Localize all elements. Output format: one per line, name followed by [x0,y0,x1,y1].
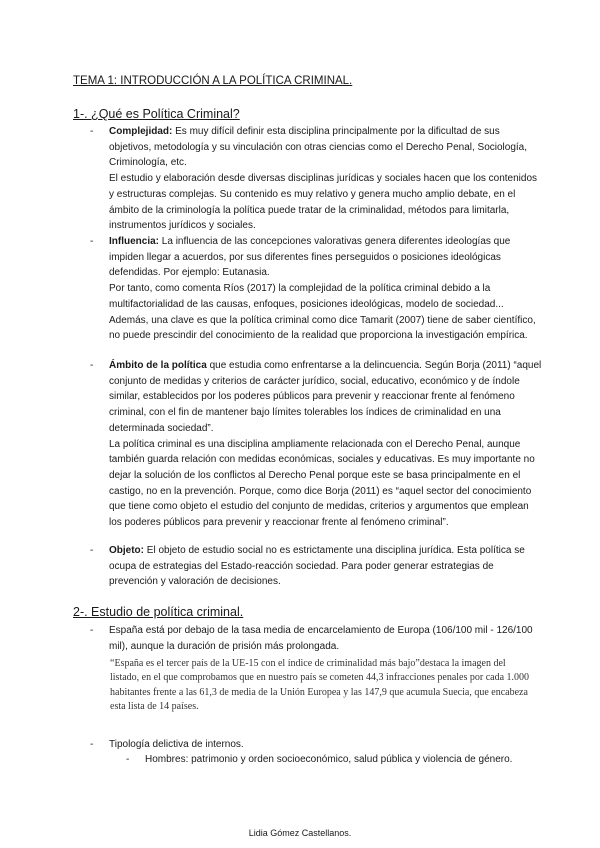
footer-author: Lidia Gómez Castellanos. [248,828,352,838]
bullet-dash: - [126,754,130,765]
quote-block: “España es el tercer país de la UE-15 con el índice de criminalidad más bajo”destaca la imagen del listado, en el que comprobamos que en nuestro país se cometen 44,3 infracciones penales por cada 1.000 habitantes frente a las 61,3 de media de la Unión Europea y las 147,9 que acumula Suecia, que encabeza esta lista de 14 países. [110,658,530,713]
item-text: Hombres: patrimonio y orden socioeconómico, salud pública y violencia de género. [145,754,513,765]
list-item-influencia [92,234,542,344]
item-label: Ámbito de la política [109,360,207,371]
item-extra: Por tanto, como comenta Ríos (2017) la complejidad de la política criminal debido a la multifactorialidad de las causas, enfoques, posiciones ideológicas, modelo de sociedad... Además, una clave es que la política criminal como dice Tamarit (2007) tiene de saber científico, no puede prescindir del conocimiento de la realidad que proporciona la investigación empírica. [109,283,536,342]
item-text: La influencia de las concepciones valorativas genera diferentes ideologías que impiden llegar a acuerdos, por sus diferentes fines perseguidos o posiciones ideológicas defendidas. Por ejemplo: Eutanasia. [109,236,511,279]
item-label: Influencia: [109,236,160,247]
item-extra: El estudio y elaboración desde diversas disciplinas jurídicas y sociales hacen que los contenidos y estructuras complejas. Su contenido es muy relativo y genera mucho amplio debate, en el ámbito de la criminología la política puede tratar de la criminalidad, métodos para limitarla, instrumentos jurídicos y sociales. [109,173,538,232]
section-1-heading: 1-. ¿Qué es Política Criminal? [73,107,240,121]
list-item-tipologia [92,737,542,753]
bullet-dash: - [90,625,94,636]
list-item-ambito [92,358,542,531]
item-text: Es muy difícil definir esta disciplina principalmente por la dificultad de sus objetivos, metodología y su vinculación con otras ciencias como el Derecho Penal, Sociología, Criminología, etc. [109,126,528,169]
sub-list-item-hombres [128,752,548,768]
item-label: Complejidad: [109,126,173,137]
item-text: que estudia como enfrentarse a la delincuencia. Según Borja (2011) “aquel conjunto de medidas y criterios de carácter jurídico, social, educativo, económico y de índole similar, establecidos por los poderes públicos para prevenir y reaccionar frente al fenómeno criminal, con el fin de mantener bajo límites tolerables los índices de criminalidad en una determinada sociedad”. [109,360,542,434]
bullet-dash: - [90,739,94,750]
section-2-heading: 2-. Estudio de política criminal. [73,605,244,619]
bullet-dash: - [90,545,94,556]
bullet-dash: - [90,360,94,371]
item-extra: La política criminal es una disciplina ampliamente relacionada con el Derecho Penal, aunque también guarda relación con medidas económicas, sociales y educativas. Es muy importante no dejar la solución de los conflictos al Derecho Penal porque este se basa principalmente en el castigo, no en la prevención. Porque, como dice Borja (2011) es “aquel sector del conocimiento que tiene como objeto el estudio del conjunto de medidas, criterios y argumentos que emplean los poderes públicos para prevenir y reaccionar frente al fenómeno criminal”. [109,438,535,529]
document-title: TEMA 1: INTRODUCCIÓN A LA POLÍTICA CRIMINAL. [73,75,353,87]
list-item-espana [92,623,542,654]
bullet-dash: - [90,236,94,247]
item-label: Objeto: [109,545,144,556]
item-text: España está por debajo de la tasa media de encarcelamiento de Europa (106/100 mil - 126/100 mil), aunque la duración de prisión más prolongada. [109,625,533,652]
list-item-complejidad [92,124,542,234]
list-item-objeto [92,543,542,590]
item-text: El objeto de estudio social no es estrictamente una disciplina jurídica. Esta política se ocupa de estrategias del Estado-reacción sociedad. Para poder generar estrategias de prevención y valoración de decisiones. [109,545,525,588]
bullet-dash: - [90,126,94,137]
item-text: Tipología delictiva de internos. [109,739,244,750]
